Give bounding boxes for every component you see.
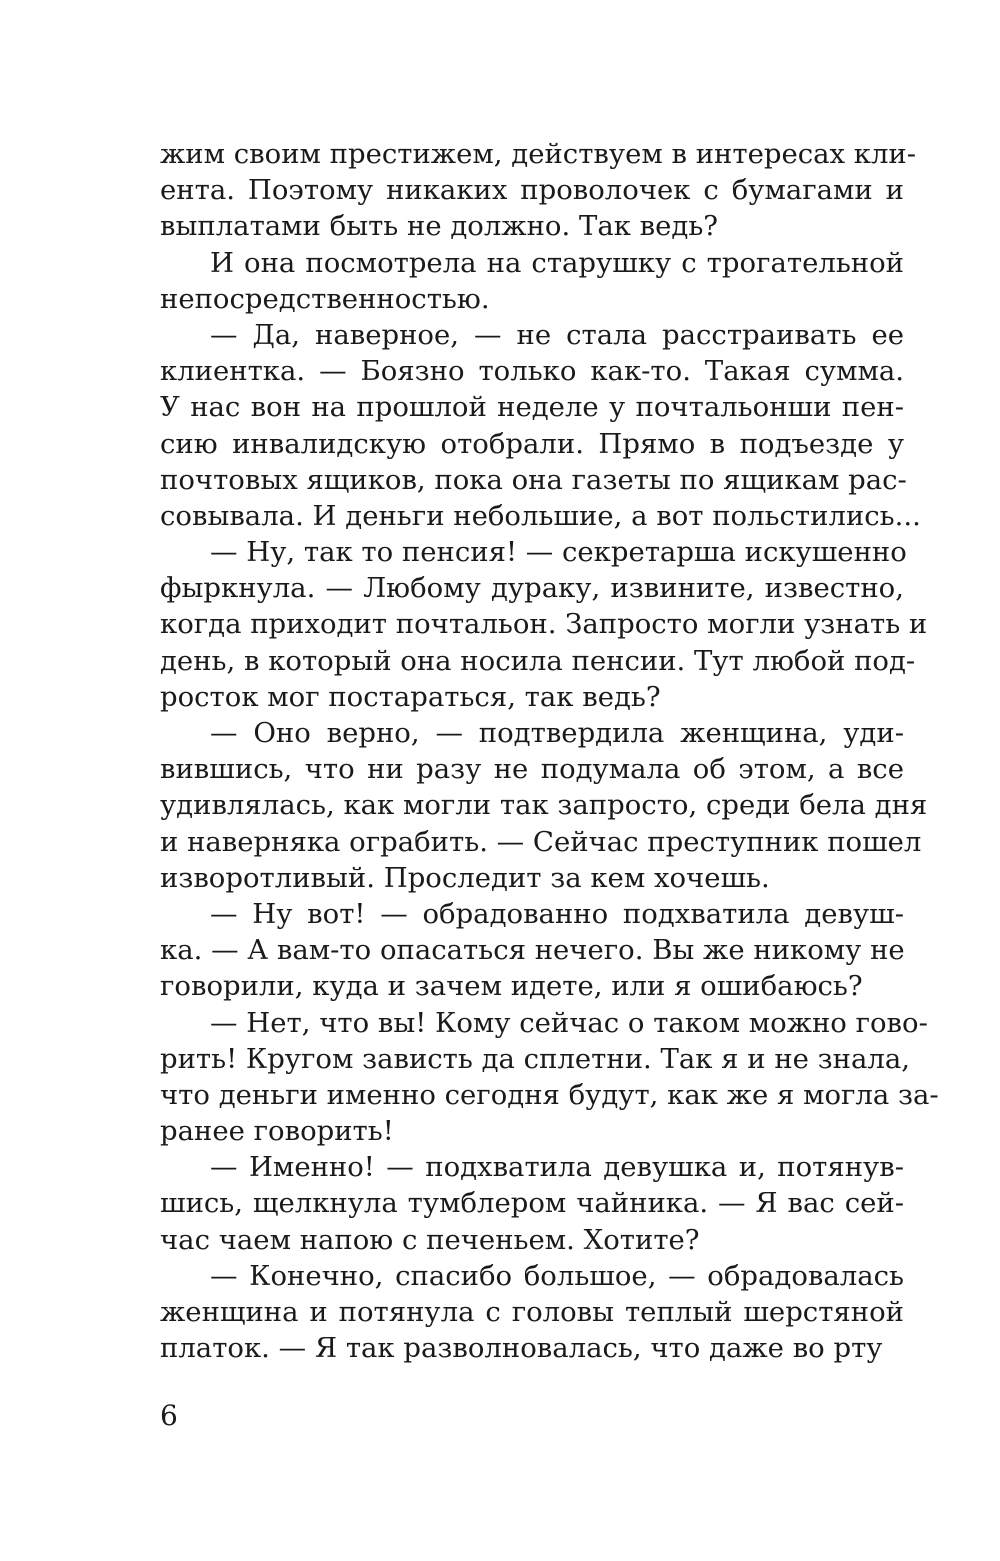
text-line: ранее говорить! bbox=[160, 1115, 394, 1148]
text-line: клиентка. — Боязно только как-то. Такая сумма. bbox=[160, 355, 904, 388]
text-line: фыркнула. — Любому дураку, извините, известно, bbox=[160, 572, 904, 605]
text-line: — Да, наверное, — не стала расстраивать ее bbox=[210, 318, 904, 351]
text-line: сию инвалидскую отобрали. Прямо в подъезде у bbox=[160, 427, 904, 460]
text-line: — Конечно, спасибо большое, — обрадовалась bbox=[210, 1259, 904, 1292]
text-line: выплатами быть не должно. Так ведь? bbox=[160, 210, 719, 243]
text-line: совывала. И деньги небольшие, а вот польстились... bbox=[160, 499, 921, 532]
text-line: рить! Кругом зависть да сплетни. Так я и не знала, bbox=[160, 1042, 911, 1075]
page-number: 6 bbox=[160, 1399, 178, 1432]
paragraph bbox=[160, 534, 928, 715]
paragraph bbox=[160, 1149, 904, 1258]
text-line: У нас вон на прошлой неделе у почтальонши пен- bbox=[160, 391, 904, 424]
paragraph bbox=[160, 136, 917, 245]
text-line: когда приходит почтальон. Запросто могли узнать и bbox=[160, 608, 928, 641]
paragraph bbox=[160, 896, 904, 1005]
text-line: — Нет, что вы! Кому сейчас о таком можно гово- bbox=[210, 1006, 928, 1039]
text-line: — Именно! — подхватила девушка и, потянув- bbox=[210, 1151, 904, 1184]
paragraph bbox=[160, 245, 904, 317]
text-line: И она посмотрела на старушку с трогательной bbox=[210, 246, 904, 279]
text-line: шись, щелкнула тумблером чайника. — Я вас сей- bbox=[160, 1187, 904, 1220]
text-line: вившись, что ни разу не подумала об этом, а все bbox=[160, 753, 904, 786]
text-line: ента. Поэтому никаких проволочек с бумагами и bbox=[160, 174, 904, 207]
text-line: и наверняка ограбить. — Сейчас преступник пошел bbox=[160, 825, 922, 858]
text-line: изворотливый. Проследит за кем хочешь. bbox=[160, 861, 770, 894]
text-line: почтовых ящиков, пока она газеты по ящикам рас- bbox=[160, 463, 907, 496]
text-line: непосредственностью. bbox=[160, 282, 490, 315]
text-line: платок. — Я так разволновалась, что даже во рту bbox=[160, 1332, 883, 1365]
page-body-text bbox=[160, 136, 939, 1366]
text-line: — Ну, так то пенсия! — секретарша искушенно bbox=[210, 536, 907, 569]
text-line: час чаем напою с печеньем. Хотите? bbox=[160, 1223, 700, 1256]
text-line: жим своим престижем, действуем в интересах кли- bbox=[160, 138, 917, 170]
text-line: что деньги именно сегодня будут, как же я могла за- bbox=[160, 1078, 939, 1111]
text-line: — Оно верно, — подтвердила женщина, уди- bbox=[210, 717, 904, 749]
text-line: женщина и потянула с головы теплый шерстяной bbox=[160, 1296, 904, 1328]
paragraph bbox=[160, 1258, 904, 1367]
text-line: говорили, куда и зачем идете, или я ошибаюсь? bbox=[160, 970, 863, 1003]
text-line: день, в который она носила пенсии. Тут любой под- bbox=[160, 644, 916, 677]
paragraph bbox=[160, 317, 921, 534]
text-line: ка. — А вам-то опасаться нечего. Вы же никому не bbox=[160, 934, 905, 967]
text-line: удивлялась, как могли так запросто, среди бела дня bbox=[160, 789, 928, 822]
paragraph bbox=[160, 1005, 939, 1150]
text-line: — Ну вот! — обрадованно подхватила девуш- bbox=[210, 897, 904, 930]
paragraph bbox=[160, 715, 928, 896]
text-line: росток мог постараться, так ведь? bbox=[160, 680, 661, 713]
